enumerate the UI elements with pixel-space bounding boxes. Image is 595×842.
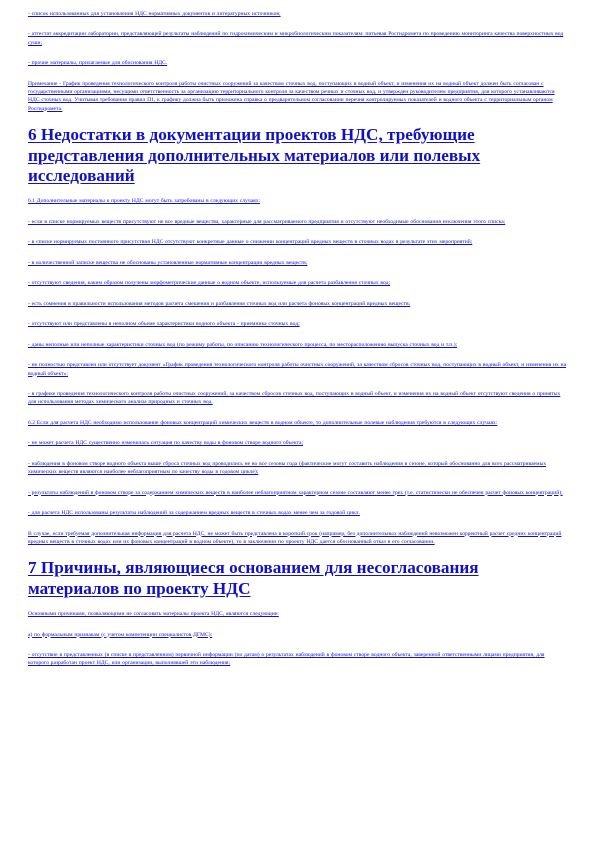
section-6-paragraph[interactable]: В случае, если требуемая дополнительная информация для расчета НДС, не может быть представлена в короткий срок (например, без дополнительных наблюдений невозможен корректный расчет средних концентраций вредных веществ в сточных водах или их фоновых концентраций в водном объекте), то в заключении по проекту НДС дается обоснованный отказ в его согласовании. — [28, 530, 562, 545]
section-6-paragraph[interactable]: - результаты наблюдений в фоновом створе за содержанием химических веществ в наиболее неблагоприятном характерном сезоне составляют менее трех (т.е. статистически не обеспечен расчет фоновых концентраций); — [28, 489, 563, 496]
section-6-paragraph[interactable]: - не может расчета НДС существенно изменилась ситуация по качеству воды в фоновом створе водного объекта; — [28, 440, 304, 447]
section-7-paragraph[interactable]: а) по формальным признакам (с учетом компетенции специалистов ДГМС): — [28, 631, 213, 638]
section-6-paragraph[interactable]: - в графике проведения технологического контроля работы очистных сооружений, за качеством сбросов сточных вод, поступающих в водный объект, и изменения их на водный объект отсутствуют сведения о принятых для использования методах химического анализа природных и сточных вод. — [28, 391, 561, 406]
section-6-paragraph[interactable]: - отсутствуют или представлены в неполном объеме характеристики водного объекта - приемника сточных вод; — [28, 321, 300, 328]
lead-paragraph-1[interactable]: - список использованных для установления НДС нормативных документов и литературных источников; — [28, 11, 281, 17]
section-7-paragraph[interactable]: - отсутствие в представленных (в списке в представленном) первичной информации (по датам) о результатах наблюдений в фоновом створе водного объекта, заверенной ответственными лицами предприятия, для которого разработан проект НДС, или организации, выполнявшей эти наблюдения; — [28, 652, 545, 667]
section-6-paragraph[interactable]: - наблюдения в фоновом створе водного объекта выше сброса сточных вод проводились не во все сезоны года (фактические могут составить наблюдения в сезоне, который обоснованно для всех рассматриваемых химических веществ являются наиболее неблагоприятным по качеству воды в годовом цикле); — [28, 460, 547, 476]
section-6-paragraph[interactable]: 6.1 Дополнительные материалы к проекту НДС могут быть затребованы в следующих случаях: — [28, 198, 261, 205]
section-7-heading[interactable]: 7 Причины, являющиеся основанием для несогласования материалов по проекту НДС — [28, 558, 479, 598]
section-6-paragraph[interactable]: - есть сомнения в правильности использования методов расчета смешения и разбавления сточных вод или расчета фоновых концентраций вредных веществ; — [28, 300, 411, 307]
lead-note-paragraph[interactable]: Примечание - График проведения технологического контроля работы очистных сооружений за качеством сточных вод, поступающих в водный объект, и изменения их на водный объект должен быть согласован с государственными организациями, несущими ответственность за организацию территориального контроля за качеством речных и сточных вод, и утвержден руководителем предприятия, для которого устанавливаются НДС сточных вод. Учитывая требования правил П1, к графику должна быть приложена справка о предварительном согласовании перечня контролируемых показателей и водного объекта с территориальным органом Росгидромета. — [28, 80, 555, 112]
lead-paragraph-2[interactable]: - аттестат аккредитации лаборатории, представляющей результаты наблюдений по гидрохимическим и микробиологическим показателям: питьевая Росгидромета по проведению мониторинга качества поверхностных вод суши; — [28, 31, 564, 46]
section-6-paragraph[interactable]: - даны неполные или неполные характеристики сточных вод (по режиму работы, по описанию технологического процесса, по месторасположению выпуска сточных вод и т.п.); — [28, 341, 458, 348]
section-6-paragraph[interactable]: - отсутствуют сведения, каким образом получены морфометрические данные о водном объекте, используемые для расчета разбавления сточных вод; — [28, 280, 391, 287]
section-6-paragraph[interactable]: - в количественной записке вещества не обоснованы установленные нормативные концентрации вредных веществ; — [28, 259, 308, 266]
section-6-paragraph[interactable]: 6.2 Если для расчета НДС необходимо использование фоновых концентраций химических веществ в водном объекте, то дополнительные полевые наблюдения требуются в следующих случаях: — [28, 419, 498, 426]
lead-paragraph-3[interactable]: - прочие материалы, прилагаемые для обоснования НДС. — [28, 60, 168, 67]
section-6-paragraph[interactable]: - не полностью представлен или отсутствует документ «График проведения технологического контроля работы очистных сооружений, за качеством сбросов сточных вод, поступающих в водный объект, и изменения их на водный объект»; — [28, 362, 567, 377]
section-7-paragraph[interactable]: Основными причинами, позволяющими не согласовать материалы проекта НДС, являются следующие: — [28, 611, 279, 618]
section-6-heading[interactable]: 6 Недостатки в документации проектов НДС, требующие представления дополнительных материалов или полевых исследований — [28, 125, 481, 185]
section-6-paragraph[interactable]: - для расчета НДС использованы результаты наблюдений за содержанием вредных веществ в сточных водах менее чем за годовой цикл. — [28, 510, 360, 517]
section-6-paragraph[interactable]: - в списке нормируемых постоянного присутствия НДС отсутствуют конкретные данные о снижении концентраций вредных веществ в сточных водах в результате этих мероприятий; — [28, 239, 473, 246]
section-6-paragraph[interactable]: - если в списке нормируемых веществ присутствуют не все вредные вещества, характерные для рассматриваемого предприятия и отсутствуют необходимые обоснования исключения этого списка; — [28, 218, 506, 225]
